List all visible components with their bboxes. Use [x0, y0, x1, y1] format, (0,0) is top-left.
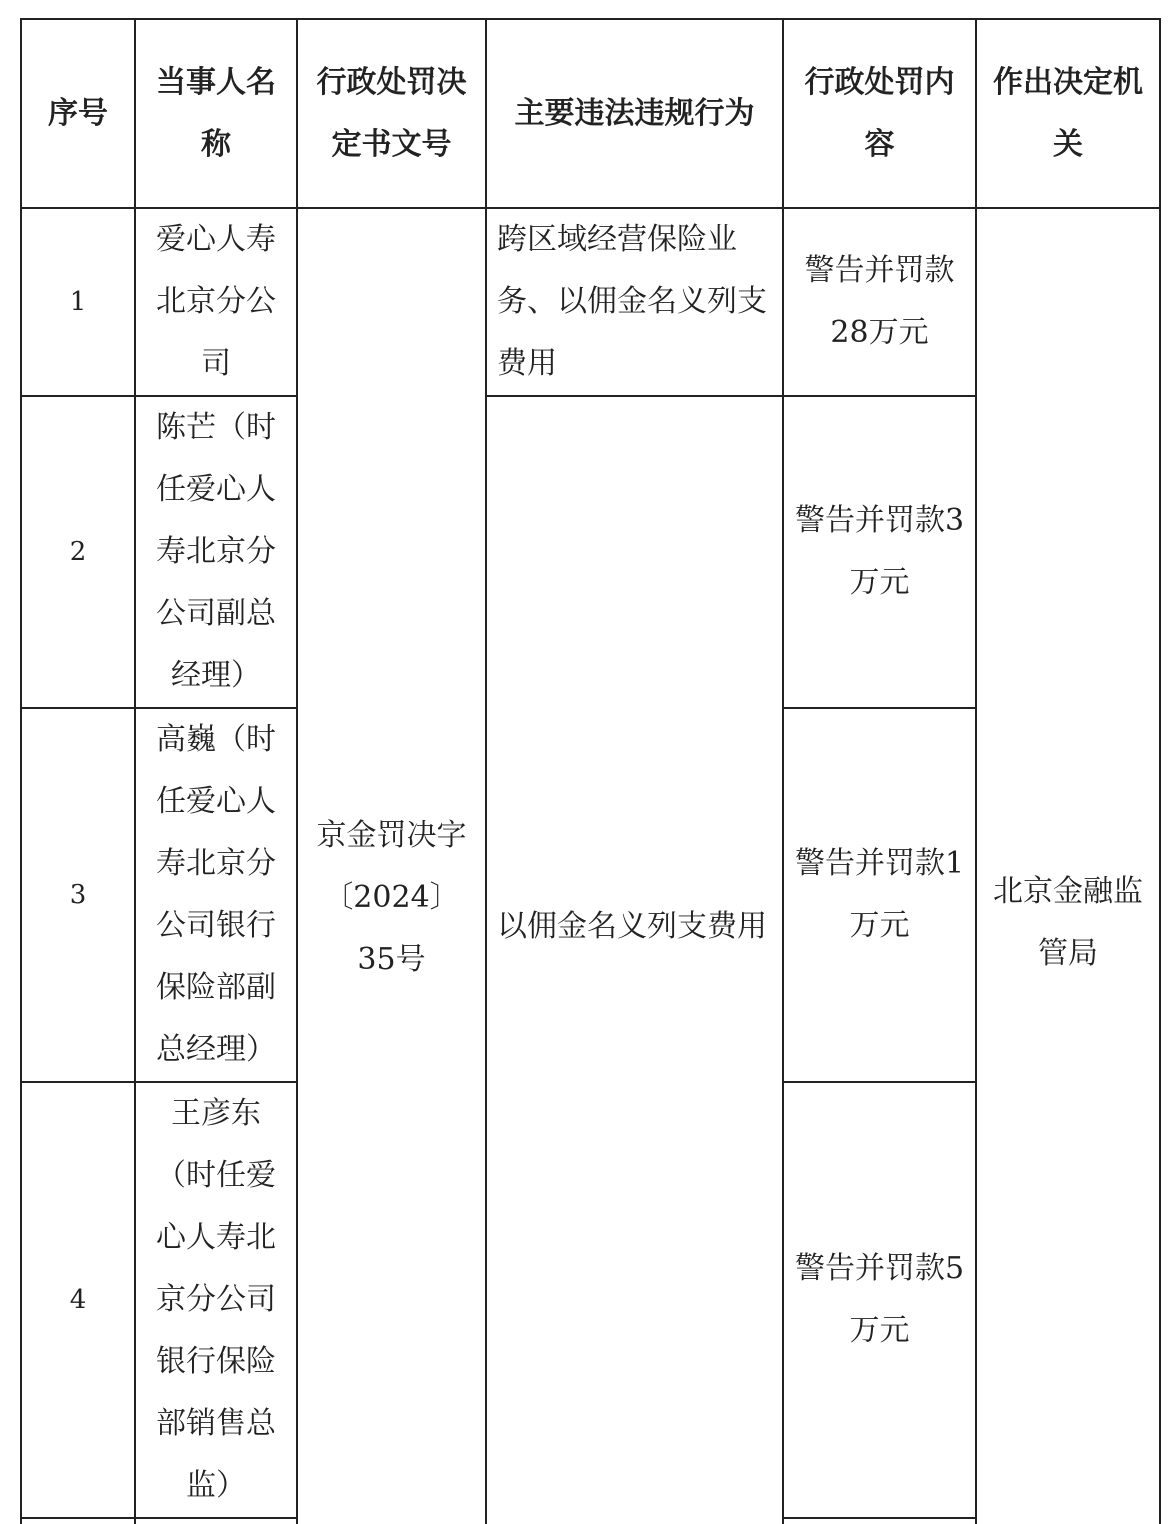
party-name: 爱心人寿北京分公司: [135, 208, 297, 396]
party-name: 王彦东（时任爱心人寿北京分公司银行保险部销售总监）: [135, 1082, 297, 1518]
cutoff-cell: [21, 1518, 135, 1524]
header-doc-no: 行政处罚决定书文号: [297, 19, 486, 208]
header-authority: 作出决定机关: [976, 19, 1160, 208]
header-violation: 主要违法违规行为: [486, 19, 783, 208]
header-party: 当事人名称: [135, 19, 297, 208]
table-row: [21, 208, 1160, 396]
deciding-authority: 北京金融监管局: [976, 208, 1160, 1524]
header-penalty: 行政处罚内容: [783, 19, 976, 208]
penalty-content: 警告并罚款3万元: [783, 396, 976, 708]
cutoff-cell: [783, 1518, 976, 1524]
violation-description: 以佣金名义列支费用: [486, 396, 783, 1524]
violation-description: 跨区域经营保险业务、以佣金名义列支费用: [486, 208, 783, 396]
penalty-content: 警告并罚款5万元: [783, 1082, 976, 1518]
row-index: 3: [21, 708, 135, 1082]
row-index: 2: [21, 396, 135, 708]
party-name: 高巍（时任爱心人寿北京分公司银行保险部副总经理）: [135, 708, 297, 1082]
penalty-table: [20, 18, 1161, 1524]
header-row: [21, 19, 1160, 208]
row-index: 4: [21, 1082, 135, 1518]
party-name: 陈芒（时任爱心人寿北京分公司副总经理）: [135, 396, 297, 708]
decision-doc-number: 京金罚决字〔2024〕35号: [297, 208, 486, 1524]
penalty-content: 警告并罚款1万元: [783, 708, 976, 1082]
header-index: 序号: [21, 19, 135, 208]
row-index: 1: [21, 208, 135, 396]
penalty-content: 警告并罚款28万元: [783, 208, 976, 396]
cutoff-cell: [135, 1518, 297, 1524]
